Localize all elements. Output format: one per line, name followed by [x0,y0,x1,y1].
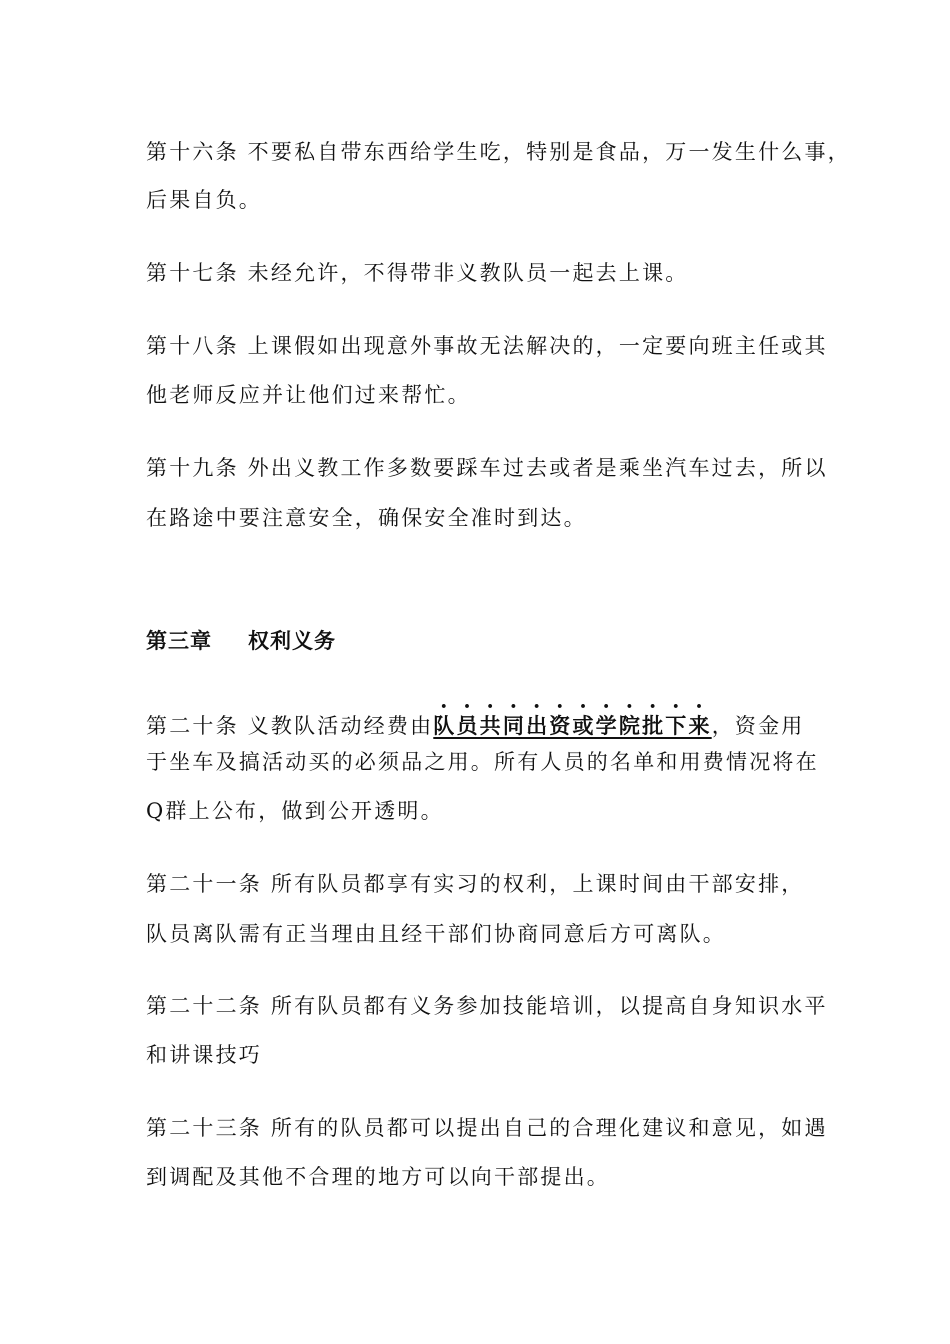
article-20-prefix: 第二十条 义教队活动经费由 [146,714,434,738]
article-18-line-1: 第十八条 上课假如出现意外事故无法解决的，一定要向班主任或其 [146,334,828,358]
article-16-line-1: 第十六条 不要私自带东西给学生吃，特别是食品，万一发生什么事， [146,140,851,164]
article-22-line-1: 第二十二条 所有队员都有义务参加技能培训，以提高自身知识水平 [146,994,828,1018]
article-21-line-1: 第二十一条 所有队员都享有实习的权利，上课时间由干部安排， [146,872,805,896]
chapter-number: 第三章 [146,628,212,653]
article-19-line-2: 在路途中要注意安全，确保安全准时到达。 [146,506,587,530]
article-16-line-2: 后果自负。 [146,188,262,212]
article-20-emphasis: 队员共同出资或学院批下来 [433,713,712,738]
article-23-line-2: 到调配及其他不合理的地方可以向干部提出。 [146,1165,610,1189]
article-20-line-1 [146,700,805,740]
article-19-line-1: 第十九条 外出义教工作多数要踩车过去或者是乘坐汽车过去，所以 [146,456,828,480]
article-22-line-2: 和讲课技巧 [146,1043,262,1067]
article-18-line-2: 他老师反应并让他们过来帮忙。 [146,383,471,407]
article-20-line-2: 于坐车及搞活动买的必须品之用。所有人员的名单和用费情况将在 [146,750,819,774]
article-23-line-1: 第二十三条 所有的队员都可以提出自己的合理化建议和意见，如遇 [146,1116,828,1140]
chapter-heading [146,627,336,655]
article-17-line-1: 第十七条 未经允许，不得带非义教队员一起去上课。 [146,261,689,285]
article-21-line-2: 队员离队需有正当理由且经干部们协商同意后方可离队。 [146,922,726,946]
article-20-suffix: ，资金用 [711,714,805,738]
chapter-title: 权利义务 [248,628,336,653]
article-20-line-3: Q群上公布，做到公开透明。 [146,799,444,823]
